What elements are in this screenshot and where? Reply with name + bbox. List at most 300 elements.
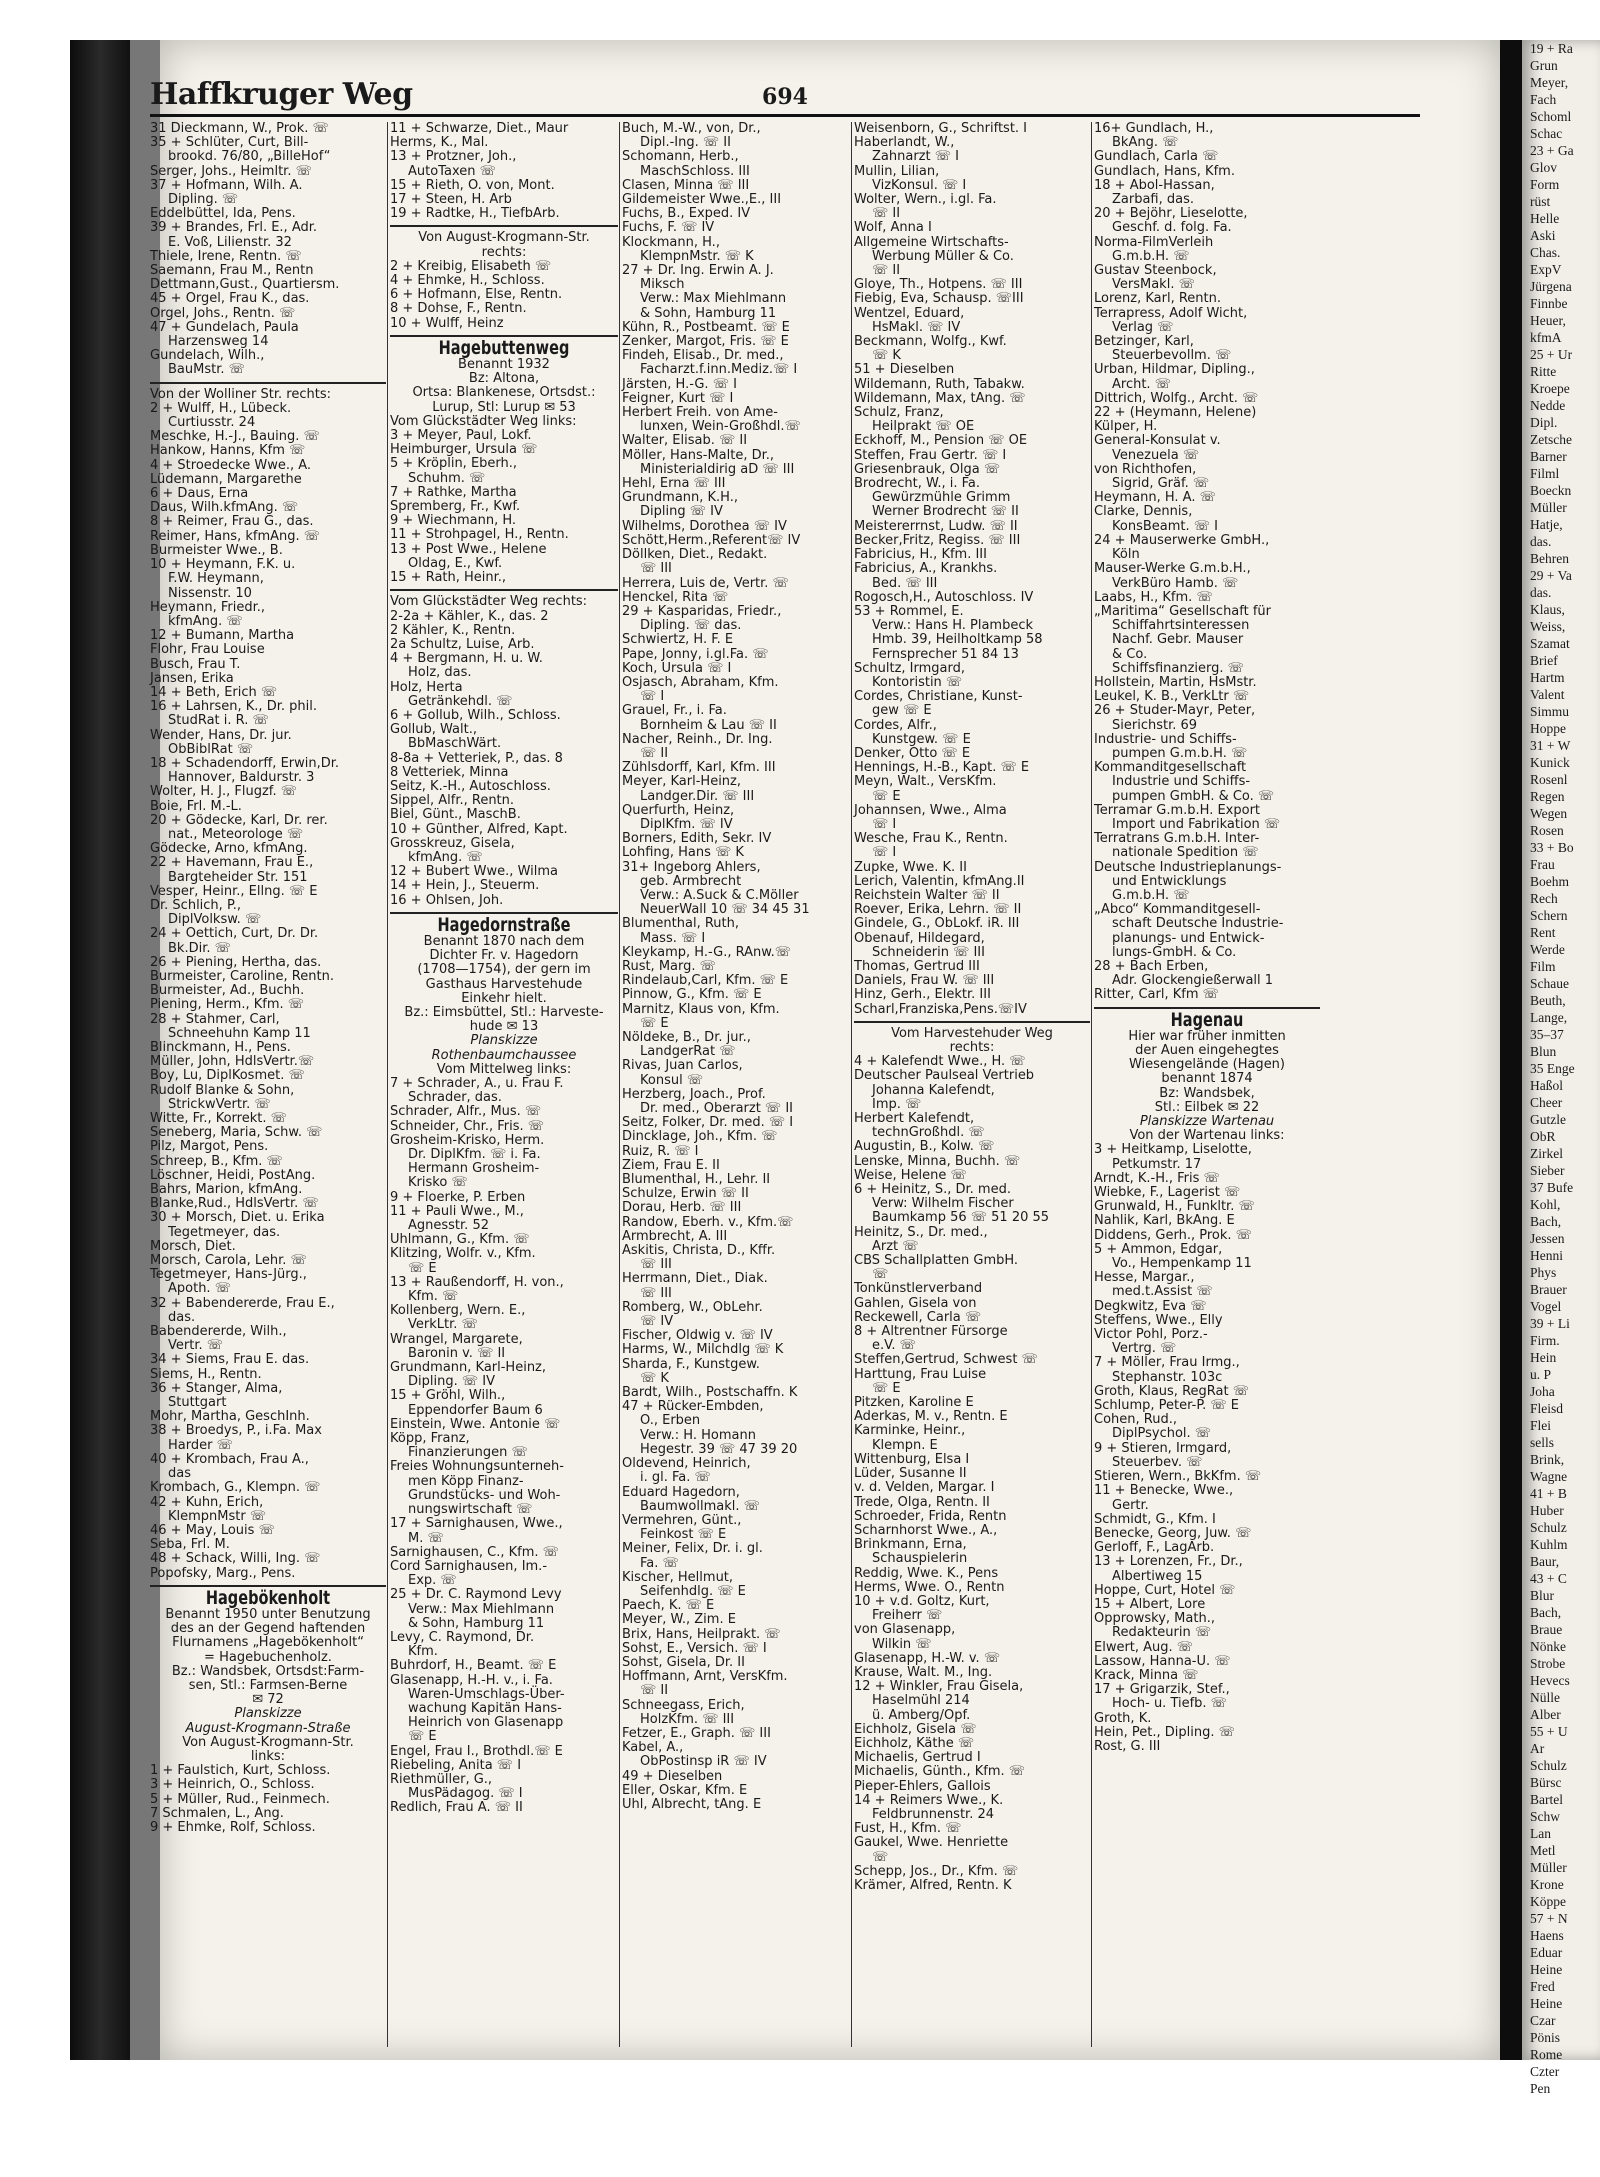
directory-entry: Sippel, Alfr., Rentn. [390, 793, 515, 809]
directory-entry: Wentzel, Eduard, [854, 305, 965, 321]
directory-entry: Sigrid, Gräf. ☏ [1112, 476, 1210, 492]
directory-entry: Gollub, Walt., [390, 722, 477, 738]
directory-entry: Köln [1112, 547, 1140, 563]
directory-entry: Klempn. E [872, 1437, 938, 1453]
directory-entry: Sharda, F., Kunstgew. [622, 1356, 760, 1372]
fragment-line: Müller [1530, 500, 1567, 515]
fragment-line: Wegen [1530, 806, 1568, 821]
directory-entry: Terratrans G.m.b.H. Inter- [1094, 831, 1260, 847]
directory-entry: Fuchs, B., Exped. IV [622, 206, 751, 222]
street-info: Vom Harvestehuder Weg [891, 1025, 1053, 1041]
directory-entry: Eller, Oskar, Kfm. E [622, 1782, 748, 1798]
directory-entry: Hoch- u. Tiefb. ☏ [1112, 1696, 1227, 1712]
directory-entry: Michaelis, Gertrud I [854, 1750, 981, 1766]
directory-entry: 6 + Heinitz, S., Dr. med. [854, 1182, 1011, 1198]
directory-entry: i. gl. Fa. ☏ [640, 1470, 711, 1486]
directory-entry: Uhlmann, G., Kfm. ☏ [390, 1232, 530, 1248]
directory-entry: Herbert Freih. von Ame- [622, 405, 778, 421]
directory-entry: Marnitz, Klaus von, Kfm. [622, 1001, 780, 1017]
directory-entry: Wolf, Anna I [854, 220, 932, 236]
directory-entry: Degkwitz, Eva ☏ [1094, 1298, 1207, 1314]
directory-entry: Piening, Herm., Kfm. ☏ [150, 997, 305, 1013]
directory-entry: ☏ E [872, 1380, 901, 1396]
directory-entry: Querfurth, Heinz, [622, 802, 735, 818]
directory-entry: Roever, Erika, Lehrn. ☏ II [854, 902, 1022, 918]
directory-entry: Jansen, Erika [150, 670, 234, 686]
directory-entry: Gloye, Th., Hotpens. ☏ III [854, 277, 1023, 293]
street-info: Flurnamens „Hagebökenholt“ [172, 1635, 364, 1651]
fragment-line: Rosenl [1530, 772, 1568, 787]
directory-entry: nat., Meteorologe ☏ [168, 826, 304, 842]
fragment-line: Kuhlm [1530, 1537, 1568, 1552]
directory-entry: KonsBeamt. ☏ I [1112, 518, 1218, 534]
street-info: Gasthaus Harvestehude [425, 976, 583, 992]
directory-entry: Dr. DiplKfm. ☏ i. Fa. [408, 1147, 541, 1163]
fragment-line: Joha [1530, 1384, 1555, 1399]
directory-entry: Saemann, Frau M., Rentn [150, 263, 314, 279]
directory-entry: Blanke,Rud., HdlsVertr. ☏ [150, 1196, 319, 1212]
directory-entry: 16 + Ohlsen, Joh. [390, 892, 504, 908]
directory-entry: Heymann, Friedr., [150, 599, 265, 615]
directory-entry: Krause, Walt. M., Ing. [854, 1664, 993, 1680]
directory-entry: Denker, Otto ☏ E [854, 745, 971, 761]
directory-entry: v. d. Velden, Margar. I [854, 1480, 995, 1496]
directory-entry: Terramar G.m.b.H. Export [1094, 802, 1261, 818]
directory-entry: 8 + Altrentner Fürsorge [854, 1324, 1008, 1340]
directory-entry: Romberg, W., ObLehr. [622, 1299, 763, 1315]
directory-entry: Riethmüller, G., [390, 1771, 493, 1787]
fragment-line: u. P [1530, 1367, 1552, 1382]
directory-entry: Lenske, Minna, Buchh. ☏ [854, 1153, 1021, 1169]
directory-entry: 15 + Rath, Heinr., [390, 570, 507, 586]
directory-entry: 15 + Albert, Lore [1094, 1596, 1206, 1612]
fragment-line: Beuth, [1530, 993, 1566, 1008]
street-heading: Hagedornstraße [437, 913, 571, 936]
street-info: sen, Stl.: Farmsen-Berne [188, 1677, 348, 1693]
directory-entry: Gundlach, Hans, Kfm. [1094, 163, 1235, 179]
directory-entry: Krack, Minna ☏ [1094, 1667, 1199, 1683]
fragment-line: Schulz [1530, 1520, 1567, 1535]
fragment-line: Blur [1530, 1588, 1555, 1603]
fragment-line: Köppe [1530, 1894, 1566, 1909]
street-heading: Hagebökenholt [205, 1586, 331, 1609]
fragment-line: Hoppe [1530, 721, 1566, 736]
directory-entry: Pinnow, G., Kfm. ☏ E [622, 987, 762, 1003]
directory-entry: Uhl, Albrecht, tAng. E [622, 1796, 762, 1812]
directory-entry: 2a Schultz, Luise, Arb. [390, 636, 535, 652]
directory-entry: Gewürzmühle Grimm [872, 490, 1011, 506]
directory-entry: Scharl,Franziska,Pens.☏IV [854, 1001, 1027, 1017]
fragment-line: Szamat [1530, 636, 1570, 651]
directory-entry: Zarbafi, das. [1112, 192, 1195, 208]
directory-entry: 7 + Rathke, Martha [390, 484, 517, 500]
directory-entry: Löschner, Heidi, PostAng. [150, 1167, 316, 1183]
directory-entry: 47 + Rücker-Embden, [622, 1399, 764, 1415]
directory-entry: Gundlach, Carla ☏ [1094, 149, 1219, 165]
directory-entry: Seifenhdlg. ☏ E [640, 1583, 746, 1599]
directory-entry: 9 + Stieren, Irmgard, [1094, 1440, 1232, 1456]
directory-entry: Harzensweg 14 [168, 334, 269, 350]
directory-entry: Oldevend, Heinrich, [622, 1456, 751, 1472]
directory-entry: ☏ III [640, 1257, 672, 1273]
directory-entry: Miksch [640, 277, 685, 293]
directory-entry: 17 + Sarnighausen, Wwe., [390, 1516, 563, 1532]
directory-entry: Von der Wolliner Str. rechts: [150, 386, 331, 402]
directory-entry: Ritter, Carl, Kfm ☏ [1094, 987, 1219, 1003]
directory-entry: ☏ I [872, 816, 897, 832]
directory-entry: BauMstr. ☏ [168, 362, 245, 378]
fragment-line: Krone [1530, 1877, 1564, 1892]
directory-entry: ☏ E [640, 1015, 669, 1031]
fragment-line: Strobe [1530, 1656, 1566, 1671]
section-rule [390, 225, 618, 227]
directory-entry: von Glasenapp, [854, 1622, 956, 1638]
directory-entry: StrickwVertr. ☏ [168, 1096, 271, 1112]
directory-entry: Hankow, Hanns, Kfm ☏ [150, 443, 306, 459]
directory-entry: Schlump, Peter-P. ☏ E [1094, 1398, 1240, 1414]
column-4 [854, 122, 1090, 2047]
directory-entry: Dr. Schlich, P., [150, 897, 242, 913]
directory-entry: kfmAng. ☏ [168, 613, 243, 629]
directory-entry: Meyer, W., Zim. E [622, 1612, 736, 1628]
directory-entry: Harms, W., Milchdlg ☏ K [622, 1342, 784, 1358]
directory-entry: 31 Dieckmann, W., Prok. ☏ [150, 121, 329, 136]
street-heading: Hagenau [1170, 1008, 1244, 1031]
street-info: Bz: Wandsbek, [1159, 1085, 1255, 1101]
directory-entry: Bahrs, Marion, kfmAng. [150, 1182, 303, 1198]
directory-entry: Import und Fabrikation ☏ [1112, 816, 1281, 832]
section-rule [390, 589, 618, 591]
directory-entry: Baumkamp 56 ☏ 51 20 55 [872, 1210, 1050, 1226]
directory-entry: Lüdemann, Margarethe [150, 471, 302, 487]
directory-entry: Möller, Hans-Malte, Dr., [622, 447, 775, 463]
directory-entry: Freiherr ☏ [872, 1608, 943, 1624]
directory-entry: Industrie und Schiffs- [1112, 774, 1251, 790]
directory-entry: Wittenburg, Elsa I [854, 1451, 970, 1467]
fragment-line: Barner [1530, 449, 1567, 464]
directory-entry: Waren-Umschlags-Über- [408, 1686, 565, 1702]
directory-entry: 28 + Stahmer, Carl, [150, 1011, 280, 1027]
fragment-line: Grun [1530, 58, 1558, 73]
street-info: Hier war früher inmitten [1128, 1028, 1286, 1044]
directory-entry: Armbrecht, A. III [622, 1228, 728, 1244]
directory-entry: 35 + Schlüter, Curt, Bill- [150, 135, 309, 151]
directory-entry: Heinitz, S., Dr. med., [854, 1224, 988, 1240]
directory-entry: das. [168, 1309, 196, 1325]
directory-entry: 2 Kähler, K., Rentn. [390, 622, 516, 638]
directory-entry: Wilhelms, Dorothea ☏ IV [622, 518, 787, 534]
fragment-line: Gutzle [1530, 1112, 1566, 1127]
directory-entry: VizKonsul. ☏ I [872, 177, 967, 193]
directory-entry: Haberlandt, W., [854, 135, 955, 151]
directory-entry: Rost, G. III [1094, 1738, 1161, 1754]
directory-entry: Gödecke, Arno, kfmAng. [150, 841, 308, 857]
directory-entry: Bk.Dir. ☏ [168, 940, 231, 956]
directory-entry: Mauser-Werke G.m.b.H., [1094, 561, 1251, 577]
directory-entry: Herzberg, Joach., Prof. [622, 1086, 766, 1102]
directory-entry: CBS Schallplatten GmbH. [854, 1253, 1019, 1269]
fragment-line: 35–37 [1530, 1027, 1564, 1042]
directory-entry: gew ☏ E [872, 703, 932, 719]
directory-entry: 13 + Protzner, Joh., [390, 149, 517, 165]
directory-entry: 14 + Hein, J., Steuerm. [390, 878, 540, 894]
fragment-line: Nönke [1530, 1639, 1566, 1654]
directory-entry: Vertr. ☏ [168, 1338, 223, 1354]
directory-entry: AutoTaxen ☏ [408, 163, 496, 179]
directory-entry: Vertrg. ☏ [1112, 1341, 1177, 1357]
directory-entry: Steuerbevollm. ☏ [1112, 348, 1232, 364]
directory-entry: ☏ II [640, 745, 669, 761]
fragment-line: Baur, [1530, 1554, 1560, 1569]
directory-entry: Gustav Steenbock, [1094, 263, 1217, 279]
directory-entry: Tegetmeyer, Hans-Jürg., [150, 1267, 307, 1283]
directory-entry: Spremberg, Fr., Kwf. [390, 499, 521, 515]
directory-entry: Pilz, Margot, Pens. [150, 1139, 269, 1155]
fragment-line: Aski [1530, 228, 1556, 243]
directory-entry: Opprowsky, Math., [1094, 1611, 1215, 1627]
directory-entry: „Maritima“ Gesellschaft für [1094, 603, 1272, 619]
directory-entry: 28 + Bach Erben, [1094, 958, 1209, 974]
directory-entry: Harttung, Frau Luise [854, 1366, 987, 1382]
directory-entry: 18 + Abol-Hassan, [1094, 177, 1215, 193]
directory-entry: Holz, Herta [390, 679, 463, 695]
directory-entry: Leukel, K. B., VerkLtr ☏ [1094, 689, 1250, 705]
directory-entry: 4 + Kalefendt Wwe., H. ☏ [854, 1054, 1026, 1070]
directory-entry: Haselmühl 214 [872, 1693, 970, 1709]
directory-entry: MaschSchloss. III [640, 163, 750, 179]
directory-entry: Petkumstr. 17 [1112, 1156, 1202, 1172]
fragment-line: Film [1530, 959, 1556, 974]
directory-entry: BbMaschWärt. [408, 736, 502, 752]
street-info: ✉ 72 [252, 1692, 284, 1708]
directory-entry: 13 + Lorenzen, Fr., Dr., [1094, 1554, 1243, 1570]
directory-entry: Pape, Jonny, i.gl.Fa. ☏ [622, 646, 769, 662]
directory-entry: 31+ Ingeborg Ahlers, [622, 859, 761, 875]
directory-entry: ObPostinsp iR ☏ IV [640, 1754, 767, 1770]
directory-entry: Reddig, Wwe. K., Pens [854, 1565, 999, 1581]
directory-entry: Dincklage, Joh., Kfm. ☏ [622, 1129, 778, 1145]
directory-entry: Landger.Dir. ☏ III [640, 788, 755, 804]
directory-entry: Steffen, Frau Gertr. ☏ I [854, 447, 1007, 463]
directory-entry: Witte, Fr., Korrekt. ☏ [150, 1111, 287, 1127]
directory-entry: Meschke, H.-J., Bauing. ☏ [150, 429, 320, 445]
directory-entry: ☏ III [640, 561, 672, 577]
directory-entry: Külper, H. [1094, 419, 1158, 435]
directory-entry: Buch, M.-W., von, Dr., [622, 121, 761, 136]
directory-entry: Bed. ☏ III [872, 575, 938, 591]
directory-entry: Gindele, G., ObLokf. iR. III [854, 916, 1020, 932]
street-info: Stl.: Eilbek ✉ 22 [1154, 1099, 1260, 1115]
fragment-line: 19 + Ra [1530, 41, 1573, 56]
directory-entry: ☏ E [872, 788, 901, 804]
directory-entry: General-Konsulat v. [1094, 433, 1221, 449]
fragment-line: 35 Enge [1530, 1061, 1575, 1076]
directory-entry: HolzKfm. ☏ III [640, 1711, 735, 1727]
directory-entry: Laabs, H., Kfm. ☏ [1094, 589, 1213, 605]
directory-entry: Grundstücks- und Woh- [408, 1487, 561, 1503]
directory-entry: Burmeister Wwe., B. [150, 542, 283, 558]
directory-entry: Schneehuhn Kamp 11 [168, 1025, 311, 1041]
fragment-line: Fred [1530, 1979, 1555, 1994]
directory-entry: 7 + Möller, Frau Irmg., [1094, 1355, 1240, 1371]
street-info: hude ✉ 13 [469, 1019, 539, 1035]
fragment-line: 33 + Bo [1530, 840, 1574, 855]
fragment-line: Lange, [1530, 1010, 1568, 1025]
directory-entry: Facharzt.f.inn.Mediz.☏ I [640, 362, 798, 378]
directory-entry: Werbung Müller & Co. [872, 248, 1014, 264]
directory-entry: Holz, das. [408, 665, 472, 681]
directory-entry: Wesche, Frau K., Rentn. [854, 831, 1008, 847]
fragment-line: Chas. [1530, 245, 1561, 260]
directory-entry: Ruiz, R. ☏ I [622, 1143, 699, 1159]
directory-entry: 42 + Kuhn, Erich, [150, 1494, 264, 1510]
fragment-line: 43 + C [1530, 1571, 1567, 1586]
directory-entry: Mohr, Martha, GeschInh. [150, 1409, 310, 1425]
directory-entry: Steuerbev. ☏ [1112, 1454, 1203, 1470]
directory-entry: Bardt, Wilh., Postschaffn. K [622, 1385, 798, 1401]
fragment-line: Haens [1530, 1928, 1564, 1943]
directory-entry: Heymann, H. A. ☏ [1094, 490, 1216, 506]
directory-entry: O., Erben [640, 1413, 701, 1429]
directory-entry: und Entwicklungs [1112, 873, 1227, 889]
directory-entry: 20 + Gödecke, Karl, Dr. rer. [150, 812, 328, 828]
directory-entry: Seneberg, Maria, Schw. ☏ [150, 1125, 323, 1141]
fragment-line: Rent [1530, 925, 1556, 940]
directory-entry: planungs- und Entwick- [1112, 930, 1265, 946]
directory-entry: Schultz, Irmgard, [854, 660, 966, 676]
fragment-line: Haßol [1530, 1078, 1563, 1093]
directory-entry: 27 + Dr. Ing. Erwin A. J. [622, 263, 774, 279]
directory-entry: 7 Schmalen, L., Ang. [150, 1805, 284, 1821]
directory-entry: 3 + Heitkamp, Liselotte, [1094, 1142, 1252, 1158]
directory-entry: Redlich, Frau A. ☏ II [390, 1800, 523, 1816]
directory-entry: Eichholz, Käthe ☏ [854, 1735, 975, 1751]
directory-entry: Cohen, Rud., [1094, 1412, 1177, 1428]
directory-entry: Schwiertz, H. F. E [622, 632, 734, 648]
directory-entry: Agnesstr. 52 [408, 1218, 489, 1234]
fragment-line: Braue [1530, 1622, 1563, 1637]
directory-entry: Burmeister, Ad., Buchh. [150, 983, 305, 999]
directory-entry: G.m.b.H. ☏ [1112, 887, 1190, 903]
directory-entry: Rust, Marg. ☏ [622, 958, 716, 974]
fragment-line: Kohl, [1530, 1197, 1561, 1212]
street-info: rechts: [481, 244, 527, 260]
directory-entry: 39 + Brandes, Frl. E., Adr. [150, 220, 318, 236]
directory-entry: Wolter, H. J., Flugzf. ☏ [150, 784, 297, 800]
directory-entry: 26 + Piening, Hertha, das. [150, 954, 322, 970]
directory-entry: Kommanditgesellschaft [1094, 760, 1247, 776]
directory-entry: Herrera, Luis de, Vertr. ☏ [622, 575, 789, 591]
planskizze-note: August-Krogmann-Straße [185, 1720, 351, 1736]
directory-entry: Cord Sarnighausen, Im.- [390, 1558, 548, 1574]
directory-entry: Brodrecht, W., i. Fa. [854, 476, 981, 492]
directory-entry: Dettmann,Gust., Quartiersm. [150, 277, 340, 293]
street-heading: Hagebuttenweg [438, 336, 570, 359]
fragment-line: Helle [1530, 211, 1560, 226]
directory-entry: Nahlik, Karl, BkAng. E [1094, 1213, 1235, 1229]
directory-entry: Levy, C. Raymond, Dr. [390, 1629, 535, 1645]
directory-entry: Hein, Pet., Dipling. ☏ [1094, 1724, 1235, 1740]
directory-entry: Vo., Hempenkamp 11 [1112, 1256, 1252, 1272]
directory-entry: Eddelbüttel, Ida, Pens. [150, 206, 296, 222]
fragment-line: Bartel [1530, 1792, 1563, 1807]
directory-entry: NeuerWall 10 ☏ 34 45 31 [640, 902, 810, 918]
page-gutter [1500, 40, 1522, 2060]
directory-columns [150, 122, 1420, 2052]
directory-entry: Kfm. [408, 1644, 438, 1660]
fragment-line: Valent [1530, 687, 1565, 702]
planskizze-note: Planskizze [234, 1706, 302, 1722]
directory-entry: DiplKfm. ☏ IV [640, 816, 733, 832]
directory-entry: Dipling. ☏ das. [640, 618, 742, 634]
column-2 [390, 122, 618, 2047]
fragment-line: Phys [1530, 1265, 1557, 1280]
fragment-line: Nedde [1530, 398, 1566, 413]
directory-entry: Allgemeine Wirtschafts- [854, 234, 1009, 250]
fragment-line: kfmA [1530, 330, 1562, 345]
directory-entry: Grosskreuz, Gisela, [390, 835, 515, 851]
directory-entry: Wildemann, Max, tAng. ☏ [854, 390, 1026, 406]
directory-entry: 13 + Post Wwe., Helene [390, 541, 547, 557]
directory-entry: Schauspielerin [872, 1551, 968, 1567]
directory-entry: Groth, K. [1094, 1710, 1152, 1726]
directory-entry: ☏ II [872, 263, 901, 279]
street-info: Von August-Krogmann-Str. [418, 230, 590, 246]
directory-entry: 8 + Reimer, Frau G., das. [150, 514, 314, 530]
fragment-line: Finnbe [1530, 296, 1568, 311]
directory-entry: Diddens, Gerh., Prok. ☏ [1094, 1227, 1252, 1243]
fragment-line: ObR [1530, 1129, 1556, 1144]
directory-entry: Rudolf Blanke & Sohn, [150, 1082, 295, 1098]
fragment-line: Behren [1530, 551, 1569, 566]
fragment-line: Ritte [1530, 364, 1557, 379]
fragment-line: Sieber [1530, 1163, 1565, 1178]
directory-entry: Clasen, Minna ☏ III [622, 177, 750, 193]
fragment-line: Bach, [1530, 1214, 1562, 1229]
street-info: Von der Wartenau links: [1129, 1128, 1285, 1144]
street-info: Benannt 1932 [458, 357, 550, 373]
directory-entry: 53 + Rommel, E. [854, 603, 964, 619]
street-info: Benannt 1870 nach dem [423, 933, 585, 949]
directory-entry: Lüder, Susanne II [854, 1466, 967, 1482]
directory-entry: Hehl, Erna ☏ III [622, 476, 726, 492]
directory-entry: Meyn, Walt., VersKfm. [854, 774, 997, 790]
directory-entry: Kischer, Hellmut, [622, 1569, 734, 1585]
directory-entry: Steffen,Gertrud, Schwest ☏ [854, 1352, 1038, 1368]
directory-entry: Johanna Kalefendt, [872, 1082, 995, 1098]
fragment-line: Schaue [1530, 976, 1569, 991]
fragment-line: Rosen [1530, 823, 1564, 838]
directory-entry: 46 + May, Louis ☏ [150, 1522, 275, 1538]
fragment-line: Heine [1530, 1996, 1563, 2011]
directory-entry: Grauel, Fr., i. Fa. [622, 703, 727, 719]
street-info: Bz.: Wandsbek, Ortsdst:Farm- [171, 1663, 365, 1679]
fragment-line: Frau [1530, 857, 1555, 872]
street-info: Wiesengelände (Hagen) [1128, 1057, 1285, 1073]
directory-entry: Weisenborn, G., Schriftst. I [854, 121, 1028, 136]
fragment-line: Cheer [1530, 1095, 1563, 1110]
directory-entry: Seba, Frl. M. [150, 1537, 230, 1553]
directory-entry: VersMakl. ☏ [1112, 277, 1195, 293]
directory-entry: Brinkmann, Erna, [854, 1537, 967, 1553]
directory-entry: ☏ K [872, 348, 901, 364]
directory-entry: 6 + Gollub, Wilh., Schloss. [390, 707, 561, 723]
directory-entry: Lassow, Hanna-U. ☏ [1094, 1653, 1231, 1669]
directory-entry: Wildemann, Ruth, Tabakw. [854, 376, 1025, 392]
directory-entry: Zenker, Margot, Fris. ☏ E [622, 334, 789, 350]
directory-entry: Heinrich von Glasenapp [408, 1715, 564, 1731]
directory-entry: 38 + Broedys, P., i.Fa. Max [150, 1423, 322, 1439]
